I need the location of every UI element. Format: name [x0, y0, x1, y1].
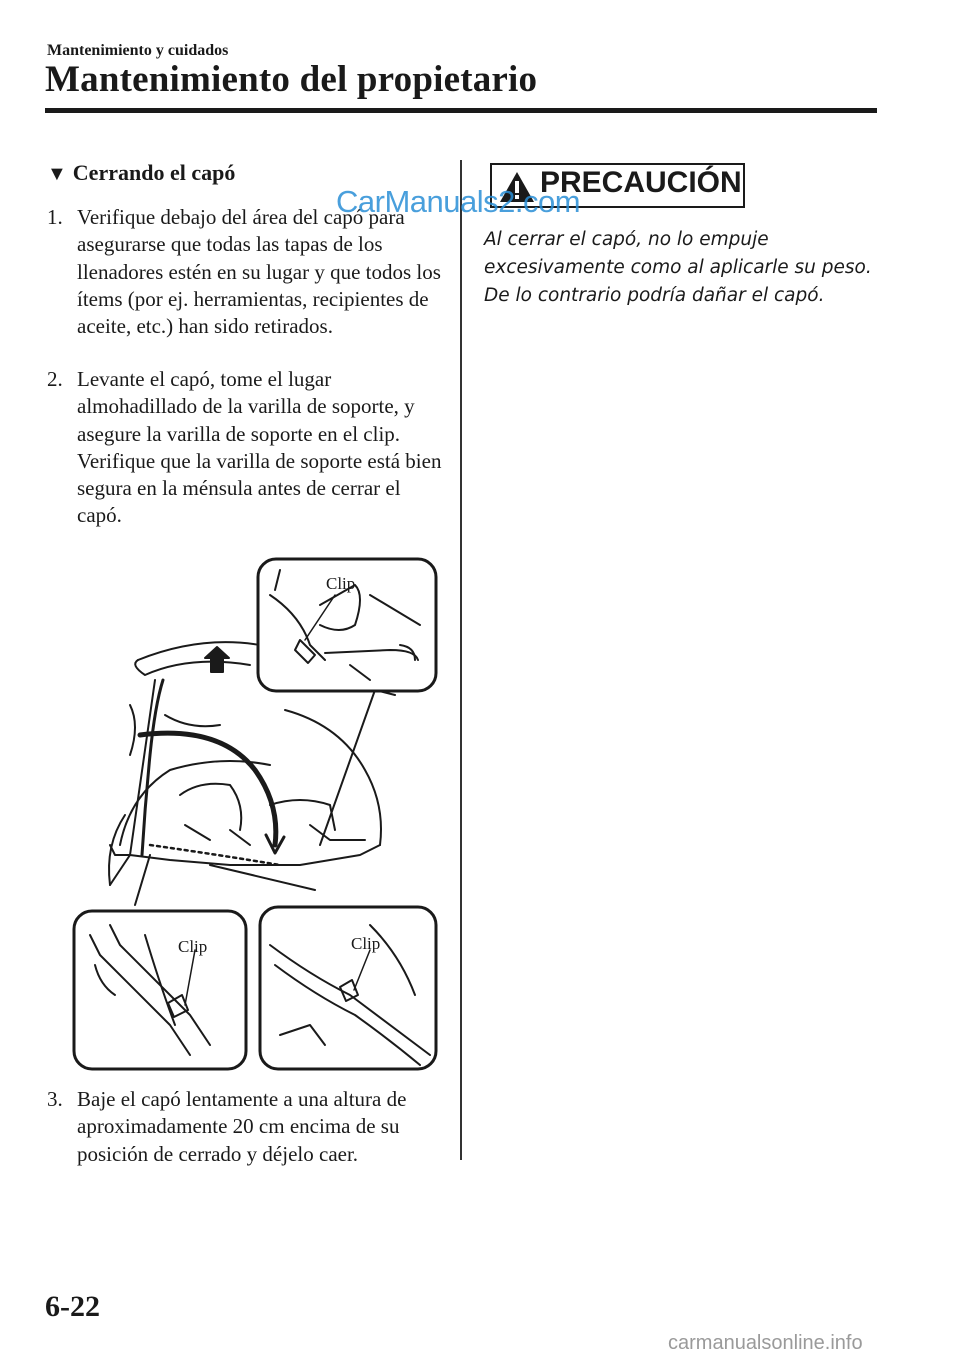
- movement-arrow: [140, 733, 276, 845]
- watermark-text: CarManuals2.com: [336, 184, 581, 219]
- leader-line: [135, 855, 150, 905]
- step-number: 2.: [47, 367, 63, 391]
- hood-support-rod-illustration: [70, 555, 442, 1075]
- step-number: 3.: [47, 1087, 63, 1111]
- step-item: [47, 204, 442, 340]
- support-rod: [142, 680, 163, 855]
- leader-line: [320, 690, 395, 845]
- up-arrow-icon: [205, 647, 229, 672]
- column-divider: [460, 160, 462, 1160]
- step-text: Baje el capó lentamente a una altura de aproximadamente 20 cm encima de su posición de cerrado y déjelo caer.: [77, 1087, 407, 1166]
- clip-callout: Clip: [351, 934, 381, 953]
- triangle-marker-icon: ▼: [47, 163, 67, 185]
- inset-bottom-left-clip: [74, 911, 246, 1069]
- leader-line: [210, 865, 315, 890]
- clip-callout: Clip: [326, 574, 356, 593]
- page-title: Mantenimiento del propietario: [45, 59, 538, 100]
- step-number: 1.: [47, 205, 63, 229]
- breadcrumb: Mantenimiento y cuidados: [47, 42, 229, 59]
- section-heading: [47, 160, 235, 186]
- footer-site-text: carmanualsonline.info: [668, 1332, 863, 1354]
- caution-text: Al cerrar el capó, no lo empuje excesivamente como al aplicarle su peso. De lo contrario podría dañar el capó.: [484, 229, 872, 306]
- section-heading-text: Cerrando el capó: [72, 160, 236, 185]
- page-number: 6-22: [45, 1290, 100, 1323]
- clip-path-dots: [150, 845, 280, 865]
- clip-callout: Clip: [178, 937, 208, 956]
- inset-bottom-right-clip: [260, 907, 436, 1069]
- step-text: Verifique debajo del área del capó para asegurarse que todas las tapas de los llenadores estén en su lugar y que todos los ítems (por ej. herramientas, recipientes de aceite, etc.) han sido retirados.: [77, 205, 441, 339]
- caution-label: PRECAUCIÓN: [540, 166, 742, 199]
- title-rule: [45, 108, 877, 113]
- step-item: [47, 366, 442, 530]
- step-text: Levante el capó, tome el lugar almohadillado de la varilla de soporte, y asegure la varilla de soporte en el clip. Verifique que la varilla de soporte está bien segura en la ménsula antes de cerrar el capó.: [77, 367, 442, 528]
- step-item: [47, 1086, 442, 1168]
